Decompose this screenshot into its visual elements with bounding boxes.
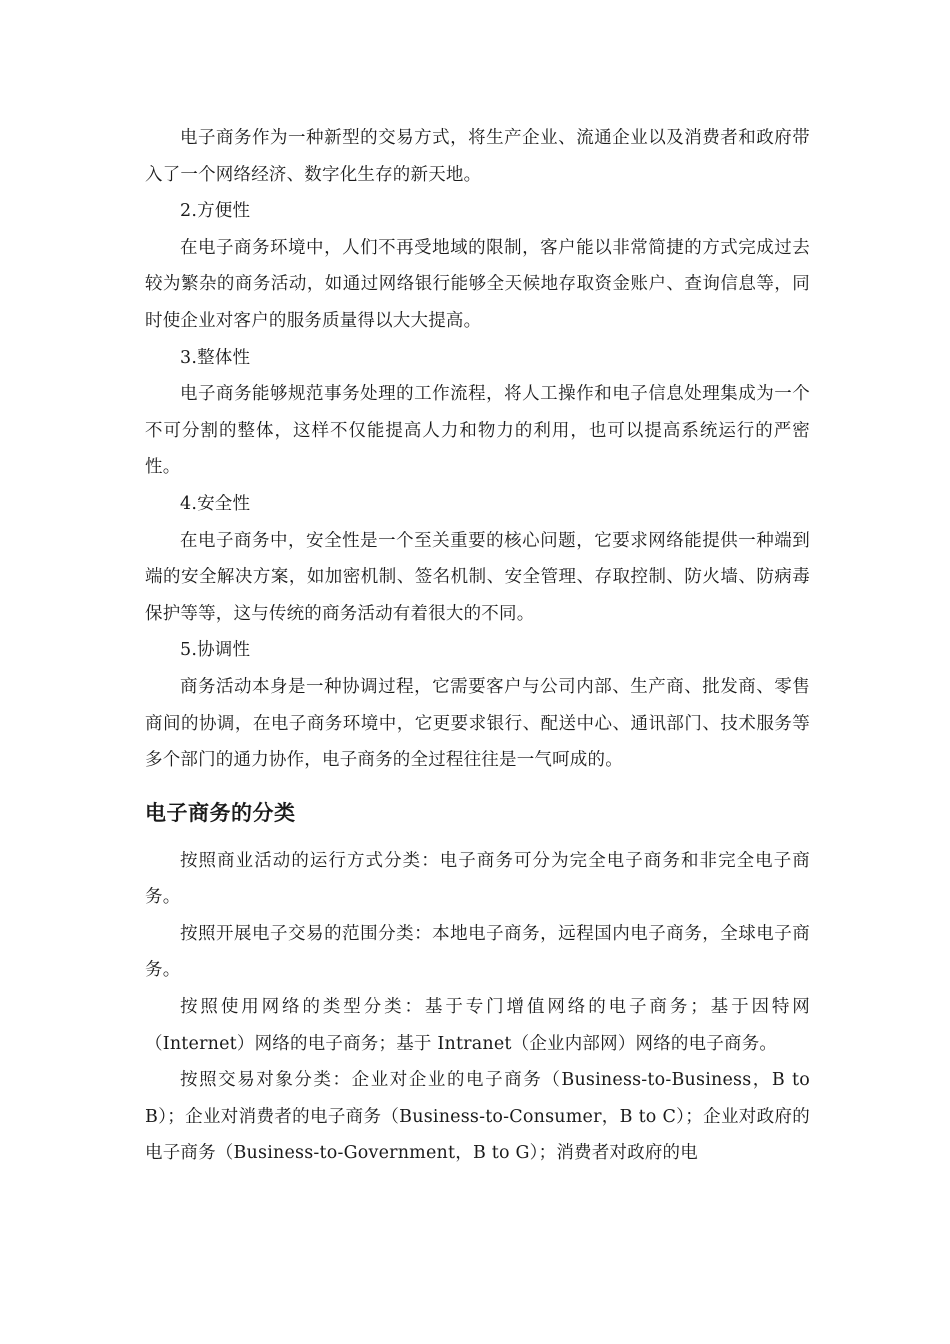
paragraph-coordination: 商务活动本身是一种协调过程，它需要客户与公司内部、生产商、批发商、零售商间的协调，在电子商务环境中，它更要求银行、配送中心、通讯部门、技术服务等多个部门的通力协作，电子商务的全过程往往是一气呵成的。 [145, 676, 810, 771]
paragraph-security: 在电子商务中，安全性是一个至关重要的核心问题，它要求网络能提供一种端到端的安全解决方案，如加密机制、签名机制、安全管理、存取控制、防火墙、防病毒保护等等，这与传统的商务活动有着很大的不同。 [145, 530, 810, 624]
subheading-coordination: 5.协调性 [180, 640, 251, 661]
paragraph-ecommerce-intro: 电子商务作为一种新型的交易方式，将生产企业、流通企业以及消费者和政府带入了一个网络经济、数字化生存的新天地。 [145, 128, 810, 185]
paragraph-classification-operation: 按照商业活动的运行方式分类：电子商务可分为完全电子商务和非完全电子商务。 [145, 850, 810, 908]
paragraph-convenience: 在电子商务环境中，人们不再受地域的限制，客户能以非常简捷的方式完成过去较为繁杂的商务活动，如通过网络银行能够全天候地存取资金账户、查询信息等，同时使企业对客户的服务质量得以大大提高。 [145, 237, 810, 331]
subheading-convenience: 2.方便性 [180, 201, 251, 222]
subheading-security: 4.安全性 [180, 493, 251, 514]
document-body [145, 120, 810, 1172]
section-heading-classification: 电子商务的分类 [145, 800, 296, 825]
paragraph-classification-scope: 按照开展电子交易的范围分类：本地电子商务，远程国内电子商务，全球电子商务。 [145, 923, 810, 981]
paragraph-classification-party: 按照交易对象分类：企业对企业的电子商务（Business-to-Business，B to B）；企业对消费者的电子商务（Business-to-Consumer，B to C）；企业对政府的电子商务（Business-to-Government，B to G）；消费者对政府的电 [145, 1070, 810, 1164]
paragraph-classification-network: 按照使用网络的类型分类：基于专门增值网络的电子商务；基于因特网（Internet）网络的电子商务；基于 Intranet（企业内部网）网络的电子商务。 [145, 997, 810, 1054]
subheading-integrity: 3.整体性 [180, 347, 251, 368]
paragraph-integrity: 电子商务能够规范事务处理的工作流程，将人工操作和电子信息处理集成为一个不可分割的整体，这样不仅能提高人力和物力的利用，也可以提高系统运行的严密性。 [145, 384, 810, 478]
